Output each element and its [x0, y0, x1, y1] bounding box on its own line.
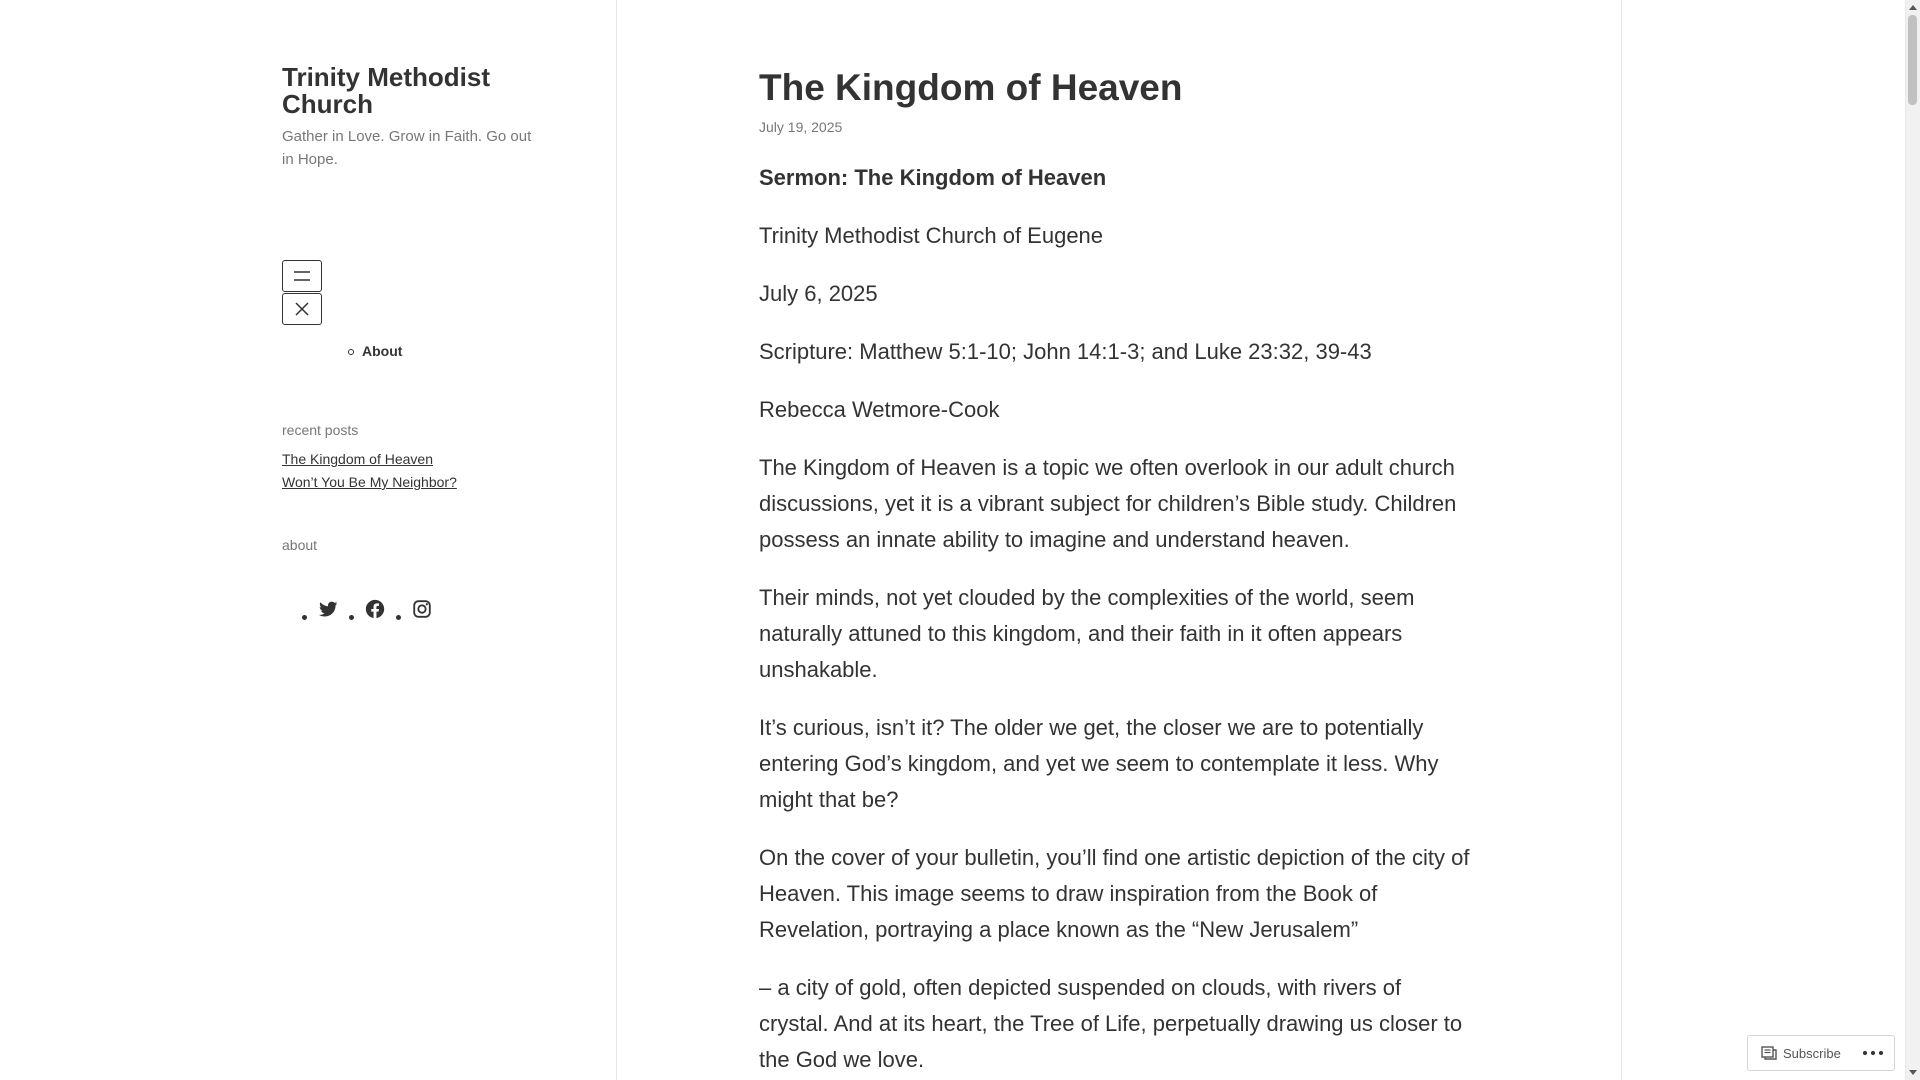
primary-nav	[362, 343, 402, 359]
scroll-down-arrow-icon[interactable]	[1909, 1070, 1917, 1075]
facebook-icon[interactable]	[364, 598, 386, 620]
menu-open-button[interactable]	[282, 260, 322, 292]
subscribe-bar	[1747, 1035, 1895, 1071]
site-tagline: Gather in Love. Grow in Faith. Go out in Hope.	[282, 128, 532, 168]
post-body	[759, 160, 1474, 1080]
site-title[interactable]: Trinity Methodist Church	[282, 62, 490, 119]
paragraph: Trinity Methodist Church of Eugene	[759, 223, 1104, 248]
scroll-up-arrow-icon[interactable]	[1909, 5, 1917, 10]
recent-posts-list	[282, 448, 457, 494]
paragraph: On the cover of your bulletin, you’ll find one artistic depiction of the city of Heaven. This image seems to draw inspiration from the Book of Revelation, portraying a place known as the “New Jerusalem”	[759, 845, 1470, 942]
twitter-icon[interactable]	[317, 598, 339, 620]
paragraph: Their minds, not yet clouded by the complexities of the world, seem naturally attuned to this kingdom, and their faith in it often appears unshakable.	[759, 585, 1415, 682]
hamburger-menu-icon	[292, 269, 312, 283]
post-date[interactable]: July 19, 2025	[759, 119, 843, 135]
paragraph: It’s curious, isn’t it? The older we get, the closer we are to potentially entering God’s kingdom, and yet we seem to contemplate it less. Why might that be?	[759, 715, 1439, 812]
recent-post-link[interactable]: Won’t You Be My Neighbor?	[282, 474, 457, 490]
content-divider	[1621, 0, 1622, 1080]
menu-close-button[interactable]	[282, 293, 322, 325]
list-bullet	[396, 615, 401, 620]
about-widget-title: about	[282, 537, 318, 553]
paragraph: The Kingdom of Heaven is a topic we often overlook in our adult church discussions, yet it is a vibrant subject for children’s Bible study. Children possess an innate ability to imagine and understand heaven.	[759, 455, 1457, 552]
instagram-icon[interactable]	[411, 598, 433, 620]
list-bullet	[302, 615, 307, 620]
scroll-thumb[interactable]	[1908, 15, 1917, 105]
list-item	[282, 471, 457, 494]
paragraph: July 6, 2025	[759, 281, 878, 306]
list-bullet	[349, 615, 354, 620]
paragraph: Scripture: Matthew 5:1-10; John 14:1-3; and Luke 23:32, 39-43	[759, 339, 1372, 364]
more-options-icon[interactable]	[1863, 1051, 1883, 1055]
vertical-scrollbar[interactable]	[1905, 0, 1920, 1080]
paragraph: – a city of gold, often depicted suspended on clouds, with rivers of crystal. And at its heart, the Tree of Life, perpetually drawing us closer to the God we love.	[759, 975, 1463, 1072]
sidebar	[0, 0, 617, 1080]
close-icon	[294, 301, 310, 317]
list-item	[282, 448, 457, 471]
recent-post-link[interactable]: The Kingdom of Heaven	[282, 451, 433, 467]
recent-posts-title: recent posts	[282, 422, 359, 438]
paragraph: Rebecca Wetmore-Cook	[759, 397, 1000, 422]
nav-item-about[interactable]: About	[362, 343, 403, 359]
reader-icon	[1761, 1046, 1777, 1060]
subscribe-label: Subscribe	[1783, 1045, 1841, 1061]
subscribe-button[interactable]	[1761, 1046, 1841, 1061]
social-links	[302, 598, 443, 620]
post-title: The Kingdom of Heaven	[759, 67, 1183, 108]
sermon-heading: Sermon: The Kingdom of Heaven	[759, 165, 1107, 190]
